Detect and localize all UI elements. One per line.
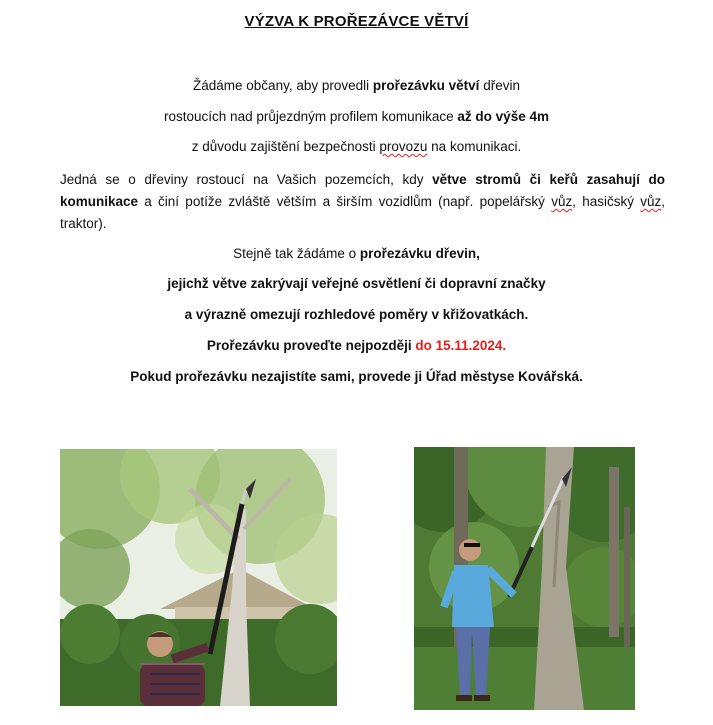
text-run-bold: prořezávku dřevin, [359, 246, 480, 261]
text-run: , hasičský [572, 194, 641, 209]
text-line-1 [0, 77, 713, 95]
spellcheck-word: vůz [640, 194, 662, 209]
text-run: Jedná se o dřeviny rostoucí na Vašich pozemcích, kdy [60, 172, 433, 187]
text-line-5: jejichž větve zakrývají veřejné osvětlení či dopravní značky [167, 276, 546, 291]
text-run: dřevin [479, 78, 520, 93]
text-run: Stejně tak žádáme o [233, 246, 360, 261]
text-run-bold: větve stromů či keřů zasahují do komunikace [60, 172, 665, 209]
text-run-bold: až do výše 4m [457, 109, 549, 124]
text-run: z důvodu zajištění bezpečnosti [191, 139, 380, 154]
text-line-2 [0, 108, 713, 126]
document-title: VÝZVA K PROŘEZÁVCE VĚTVÍ [244, 13, 469, 30]
text-line-6: a výrazně omezují rozhledové poměry v křižovatkách. [184, 307, 529, 322]
text-run: rostoucích nad průjezdným profilem komunikace [164, 109, 458, 124]
spellcheck-word: provozu [379, 139, 428, 154]
spellcheck-word: vůz [551, 194, 573, 209]
text-line-4 [0, 245, 713, 263]
text-run: na komunikaci. [427, 139, 522, 154]
justified-paragraph [60, 169, 665, 235]
text-run: a činí potíže zvláště větším a širším vozidlům (např. popelářský [138, 194, 552, 209]
photo-man-pruning-with-pole-saw-2 [414, 447, 635, 710]
deadline-date: do 15.11.2024. [415, 338, 507, 353]
photo-man-pruning-with-pole-saw-1 [60, 449, 337, 706]
text-line-8: Pokud prořezávku nezajistíte sami, provede ji Úřad městyse Kovářská. [130, 369, 583, 384]
text-run: , traktor). [60, 194, 665, 231]
text-run-bold: prořezávku větví [372, 78, 480, 93]
text-line-3 [0, 138, 713, 156]
text-line-7 [0, 337, 713, 355]
text-run: Žádáme občany, aby provedli [193, 78, 373, 93]
text-run-bold: Prořezávku proveďte nejpozději [206, 338, 416, 353]
